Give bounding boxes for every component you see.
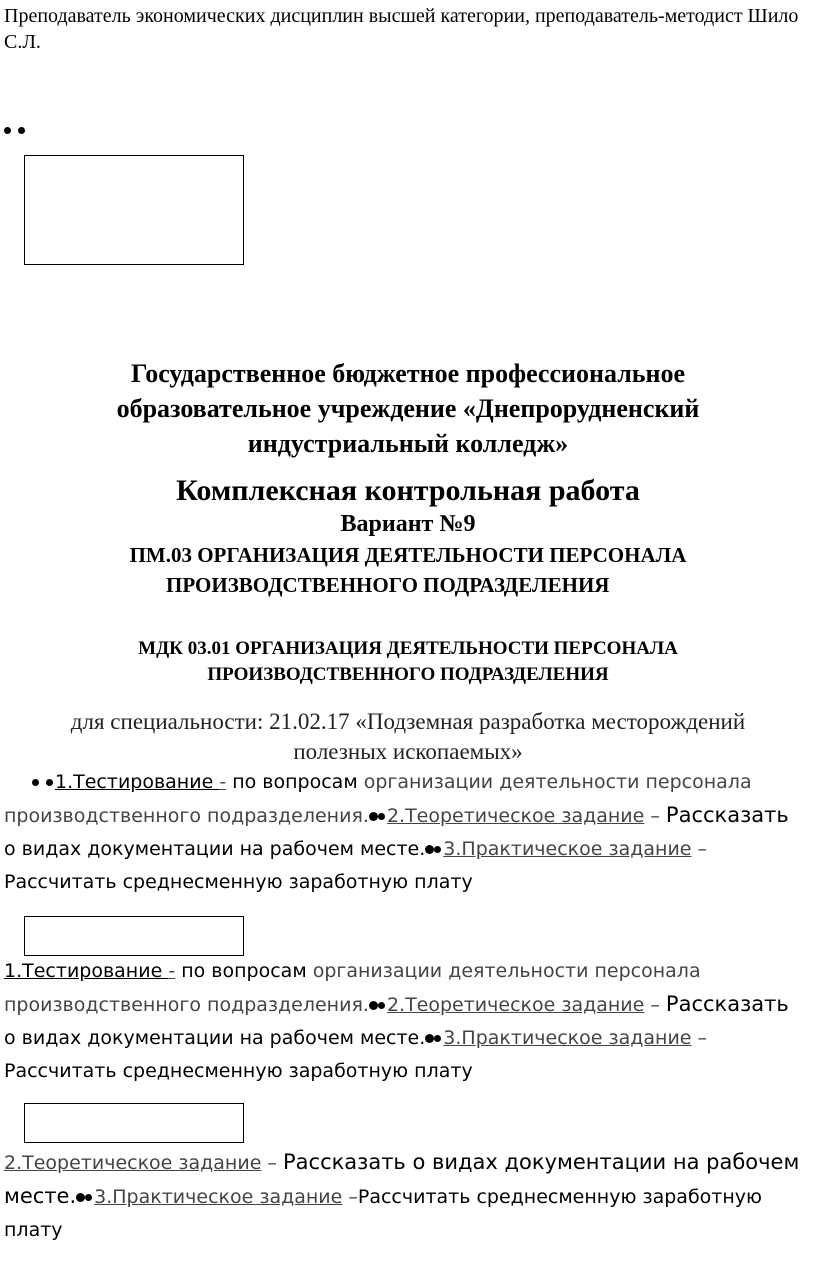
- task-3-label: 3.Практическое задание: [443, 838, 692, 860]
- task-1-text-c: производственного подразделения.: [4, 994, 369, 1016]
- task-1-label: 1.Тестирование: [4, 960, 169, 982]
- author-line-1: Преподаватель экономических дисциплин высшей категории, преподаватель-методист Шило: [4, 5, 799, 27]
- image-placeholder-1: [24, 155, 244, 265]
- task-2-text-a: Рассказать: [665, 803, 789, 827]
- org-name-line-3: индустриальный колледж»: [247, 429, 569, 458]
- bullet-icon: [425, 845, 434, 854]
- task-2-text-b: месте.: [4, 1184, 77, 1208]
- task-1-text-c: производственного подразделения.: [4, 805, 369, 827]
- pm-title-line-1: ПМ.03 ОРГАНИЗАЦИЯ ДЕЯТЕЛЬНОСТИ ПЕРСОНАЛА: [129, 543, 687, 567]
- task-2-text-b: о видах документации на рабочем месте.: [4, 1027, 426, 1049]
- task-2-label: 2.Теоретическое задание: [386, 994, 645, 1016]
- task-3-label: 3.Практическое задание: [94, 1186, 343, 1208]
- bullet-icon: [378, 1002, 385, 1009]
- task-1-label: 1.Тестирование: [55, 771, 220, 793]
- task-2-dash: –: [261, 1152, 283, 1174]
- document-title: Комплексная контрольная работа: [176, 474, 640, 507]
- task-2-label: 2.Теоретическое задание: [386, 805, 645, 827]
- bullet-icon: [369, 1001, 378, 1010]
- bullet-dots: [4, 118, 32, 141]
- task-3-text: Рассчитать среднесменную заработную плату: [4, 1060, 473, 1082]
- variant-number: Вариант №9: [340, 511, 476, 537]
- image-placeholder-3: [24, 1103, 244, 1143]
- task-3-text: Рассчитать среднесменную заработную плату: [4, 871, 473, 893]
- specialty-line-1: для специальности: 21.02.17 «Подземная разработка месторождений: [70, 709, 746, 734]
- task-1-text-b: организации деятельности персонала: [312, 960, 701, 982]
- task-1-text-a: по вопросам: [226, 771, 364, 793]
- image-placeholder-2: [24, 916, 244, 956]
- task-3-text-b: плату: [4, 1219, 63, 1241]
- org-name-line-1: Государственное бюджетное профессиональное: [130, 359, 686, 388]
- task-3-dash: –: [691, 838, 708, 860]
- task-2-text-b: о видах документации на рабочем месте.: [4, 838, 426, 860]
- bullet-icon: [32, 779, 39, 786]
- pm-title-line-2: ПРОИЗВОДСТВЕННОГО ПОДРАЗДЕЛЕНИЯ: [166, 573, 610, 597]
- mdk-title-line-1: МДК 03.01 ОРГАНИЗАЦИЯ ДЕЯТЕЛЬНОСТИ ПЕРСОНАЛА: [138, 638, 678, 659]
- task-2-label: 2.Теоретическое задание: [4, 1152, 262, 1174]
- bullet-icon: [425, 1034, 434, 1043]
- bullet-icon: [76, 1193, 85, 1202]
- task-2-dash: –: [644, 805, 666, 827]
- bullet-icon: [46, 779, 53, 786]
- specialty-line-2: полезных ископаемых»: [293, 739, 523, 764]
- mdk-title-line-2: ПРОИЗВОДСТВЕННОГО ПОДРАЗДЕЛЕНИЯ: [207, 664, 609, 685]
- task-2-text: Рассказать о видах документации на рабочем: [282, 1150, 800, 1174]
- bullet-icon: [378, 813, 385, 820]
- tasks-block-2: [4, 955, 814, 1088]
- bullet-icon: [434, 1035, 441, 1042]
- task-3-label: 3.Практическое задание: [443, 1027, 692, 1049]
- tasks-block-3: [4, 1146, 814, 1247]
- bullet-icon: [85, 1194, 92, 1201]
- task-1-dash: -: [219, 771, 227, 793]
- bullet-icon: [369, 812, 378, 821]
- task-1-dash: -: [168, 960, 176, 982]
- task-3-text: Рассчитать среднесменную заработную: [357, 1186, 763, 1208]
- tasks-block-1: [4, 766, 814, 899]
- task-3-dash: –: [342, 1186, 358, 1208]
- org-name-line-2: образовательное учреждение «Днепрорудненский: [116, 394, 700, 423]
- bullet-icon: [4, 127, 11, 134]
- task-3-dash: –: [691, 1027, 708, 1049]
- task-2-text-a: Рассказать: [665, 992, 789, 1016]
- author-line-2: С.Л.: [4, 31, 41, 53]
- bullet-icon: [18, 127, 25, 134]
- task-1-text-a: по вопросам: [175, 960, 313, 982]
- task-2-dash: –: [644, 994, 666, 1016]
- task-1-text-b: организации деятельности персонала: [363, 771, 752, 793]
- bullet-icon: [434, 846, 441, 853]
